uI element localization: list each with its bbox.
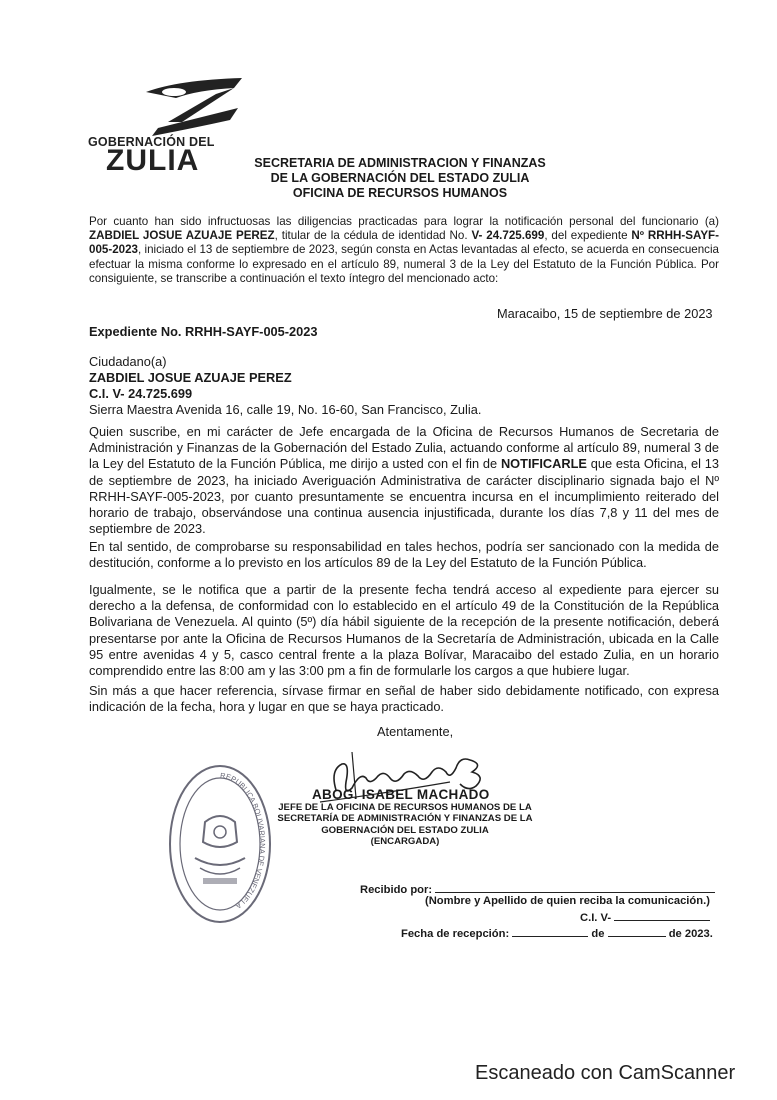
reception-date-label: Fecha de recepción: xyxy=(401,928,510,940)
header-line1: SECRETARIA DE ADMINISTRACION Y FINANZAS xyxy=(254,156,546,170)
intro-text-3: , del expediente xyxy=(544,229,632,243)
salutation: Ciudadano(a) xyxy=(89,354,167,369)
date-line: Maracaibo, 15 de septiembre de 2023 xyxy=(497,306,713,321)
logo-line2: ZULIA xyxy=(106,144,200,177)
intro-text-1: Por cuanto han sido infructuosas las diligencias practicadas para lograr la notificación personal del funcionario (a) xyxy=(89,215,719,228)
scanner-watermark: Escaneado con CamScanner xyxy=(475,1062,736,1084)
letterhead xyxy=(250,156,550,201)
intro-expediente: Nº RRHH-SAYF-005-2023 xyxy=(89,229,719,257)
z-logo-icon xyxy=(138,78,248,136)
signatory-name: ABOG. ISABEL MACHADO xyxy=(312,787,490,802)
header-line3: OFICINA DE RECURSOS HUMANOS xyxy=(292,186,508,200)
addressee-name: ZABDIEL JOSUE AZUAJE PEREZ xyxy=(89,370,292,385)
expediente-number: Expediente No. RRHH-SAYF-005-2023 xyxy=(89,324,318,339)
addressee-address: Sierra Maestra Avenida 16, calle 19, No. 16-60, San Francisco, Zulia. xyxy=(89,402,482,417)
p1-notificarle: NOTIFICARLE xyxy=(500,456,587,472)
intro-name: ZABDIEL JOSUE AZUAJE PEREZ xyxy=(89,229,275,243)
body-paragraph-3: Igualmente, se le notifica que a partir de la presente fecha tendrá acceso al expediente para ejercer su derecho a la defensa, de conformidad con lo establecido en el artículo 49 de la Constitución de la República Bolivariana de Venezuela. Al quinto (5º) día hábil siguiente de la recepción de la presente notificación, deberá presentarse por ante la Oficina de Recursos Humanos de la Secretaría de Administración, ubicada en la Calle 95 entre avenidas 4 y 5, casco central frente a la plaza Bolívar, Maracaibo del estado Zulia, en un horario comprendido entre las 8:00 am y las 3:00 pm a fin de formularle los cargos a que hubiere lugar. xyxy=(89,582,719,679)
logo-line1: GOBERNACIÓN DEL xyxy=(88,135,215,149)
intro-text-2: , titular de la cédula de identidad No. xyxy=(274,229,472,243)
gobernacion-logo xyxy=(88,78,248,177)
ci-label: C.I. V- xyxy=(580,912,612,924)
ci-row xyxy=(580,909,710,924)
closing: Atentamente, xyxy=(377,724,454,739)
ci-line[interactable] xyxy=(614,909,710,921)
signatory-title-line3: GOBERNACIÓN DEL ESTADO ZULIA xyxy=(321,824,489,836)
signatory-title-line2: SECRETARÍA DE ADMINISTRACIÓN Y FINANZAS DE LA xyxy=(277,813,533,825)
header-line2: DE LA GOBERNACIÓN DEL ESTADO ZULIA xyxy=(270,171,530,185)
body-paragraph-1 xyxy=(89,424,719,537)
intro-text-4: , iniciado el 13 de septiembre de 2023, según consta en Actas levantadas al efecto, se acuerda en consecuencia efectuar la misma conforme lo expresado en el artículo 89, numeral 3 de la Ley del Estatuto de la Función Pública. Por consiguiente, se transcribe a continuación el texto íntegro del mencionado acto: xyxy=(89,243,719,285)
signatory-title xyxy=(262,802,548,848)
reception-de-2: de 2023. xyxy=(668,928,713,940)
received-by-line[interactable] xyxy=(435,881,715,893)
received-by-row xyxy=(360,881,715,896)
official-stamp xyxy=(165,760,275,925)
stamp-ring-text: REPUBLICA BOLIVARIANA DE VENEZUELA xyxy=(219,770,267,911)
signatory-title-line1: JEFE DE LA OFICINA DE RECURSOS HUMANOS DE LA xyxy=(278,802,532,813)
body-paragraph-4: Sin más a que hacer referencia, sírvase firmar en señal de haber sido debidamente notificado, con expresa indicación de la fecha, hora y lugar en que se haya practicado. xyxy=(89,683,719,715)
received-by-label: Recibido por: xyxy=(360,884,433,896)
name-note: (Nombre y Apellido de quien reciba la comunicación.) xyxy=(425,895,710,907)
stamp-seal-icon xyxy=(165,760,275,925)
intro-ci: V- 24.725.699 xyxy=(471,229,545,243)
reception-de-1: de xyxy=(591,928,605,940)
addressee-ci: C.I. V- 24.725.699 xyxy=(89,386,193,401)
addressee-block xyxy=(89,354,481,418)
body-paragraph-2: En tal sentido, de comprobarse su responsabilidad en tales hechos, podría ser sancionado con la medida de destitución, conforme a lo previsto en los artículos 89 de la Ley del Estatuto de la Función Pública. xyxy=(89,539,719,571)
reception-day-line[interactable] xyxy=(512,925,588,937)
p1-text-a: Quien suscribe, en mi carácter de Jefe encargada de la Oficina de Recursos Humanos de Secretaria de Administración y Finanzas de la Gobernación del Estado Zulia, actuando conforme al artículo 89, numeral 3 de la Ley del Estatuto de la Función Pública, me dirijo a usted con el fin de xyxy=(89,424,719,472)
intro-paragraph xyxy=(89,215,719,286)
p1-text-c: que esta Oficina, el 13 de septiembre de 2023, ha iniciado Averiguación Administrativa de carácter disciplinario signada bajo el Nº RRHH-SAYF-005-2023, por cuanto presuntamente se encuentra incursa en el incumplimiento reiterado del horario de trabajo, observándose una continua ausencia injustificada, durante los días 7,8 y 11 del mes de septiembre de 2023. xyxy=(89,456,719,537)
reception-date-row xyxy=(401,925,713,940)
reception-month-line[interactable] xyxy=(608,925,666,937)
signatory-title-line4: (ENCARGADA) xyxy=(370,836,440,848)
